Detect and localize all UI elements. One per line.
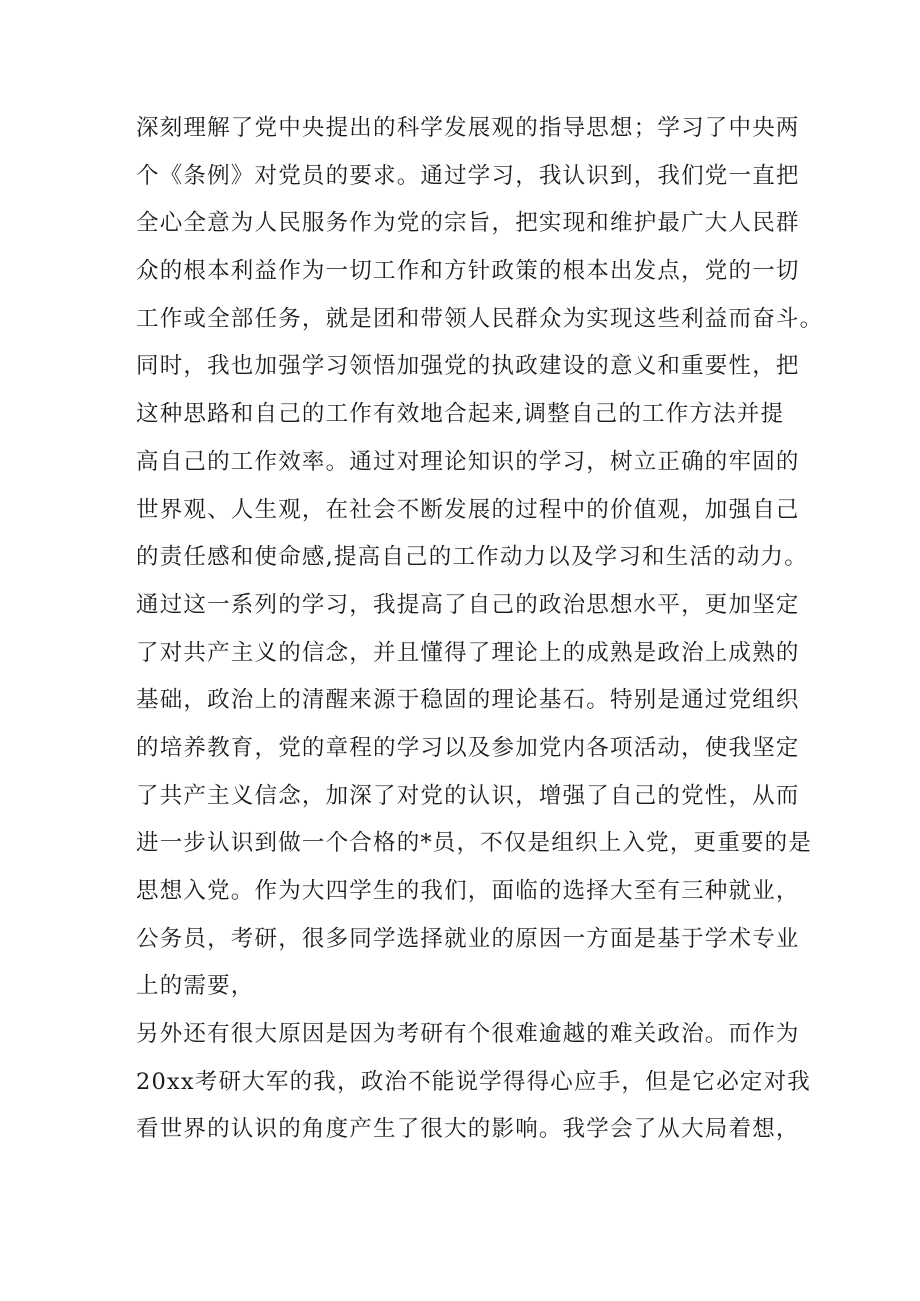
text-line-15: 了共产主义信念，加深了对党的认识，增强了自己的党性，从而 — [136, 782, 800, 809]
text-line-7: 这种思路和自己的工作有效地合起来,调整自己的工作方法并提 — [136, 401, 785, 428]
text-line-16: 进一步认识到做一个合格的*员，不仅是组织上入党，更重要的是 — [136, 830, 813, 857]
text-line-1: 深刻理解了党中央提出的科学发展观的指导思想；学习了中央两 — [136, 115, 800, 141]
text-line-4: 众的根本利益作为一切工作和方针政策的根本出发点，党的一切 — [136, 258, 800, 285]
text-line-22: 看世界的认识的角度产生了很大的影响。我学会了从大局着想， — [136, 1116, 800, 1143]
body-text — [136, 105, 824, 1154]
text-line-14: 的培养教育，党的章程的学习以及参加党内各项活动，使我坚定 — [136, 734, 800, 761]
text-line-10: 的责任感和使命感,提高自己的工作动力以及学习和生活的动力。 — [136, 544, 808, 571]
text-line-18: 公务员，考研，很多同学选择就业的原因一方面是基于学术专业 — [136, 925, 800, 952]
text-line-13: 基础，政治上的清醒来源于稳固的理论基石。特别是通过党组织 — [136, 687, 800, 714]
text-line-2: 个《条例》对党员的要求。通过学习，我认识到，我们党一直把 — [136, 162, 800, 189]
text-line-12: 了对共产主义的信念，并且懂得了理论上的成熟是政治上成熟的 — [136, 639, 800, 666]
text-line-21: 20xx考研大军的我，政治不能说学得得心应手，但是它必定对我 — [136, 1068, 812, 1095]
text-line-3: 全心全意为人民服务作为党的宗旨，把实现和维护最广大人民群 — [136, 210, 800, 237]
text-line-6: 同时，我也加强学习领悟加强党的执政建设的意义和重要性，把 — [136, 353, 800, 380]
text-line-8: 高自己的工作效率。通过对理论知识的学习，树立正确的牢固的 — [136, 448, 800, 475]
text-line-20: 另外还有很大原因是因为考研有个很难逾越的难关政治。而作为 — [136, 1021, 800, 1048]
text-line-9: 世界观、人生观，在社会不断发展的过程中的价值观，加强自己 — [136, 496, 800, 523]
text-line-5: 工作或全部任务，就是团和带领人民群众为实现这些利益而奋斗。 — [136, 305, 824, 332]
text-line-17: 思想入党。作为大四学生的我们，面临的选择大至有三种就业， — [136, 878, 800, 904]
text-line-11: 通过这一系列的学习，我提高了自己的政治思想水平，更加坚定 — [136, 591, 800, 618]
text-line-19: 上的需要， — [136, 973, 255, 1000]
